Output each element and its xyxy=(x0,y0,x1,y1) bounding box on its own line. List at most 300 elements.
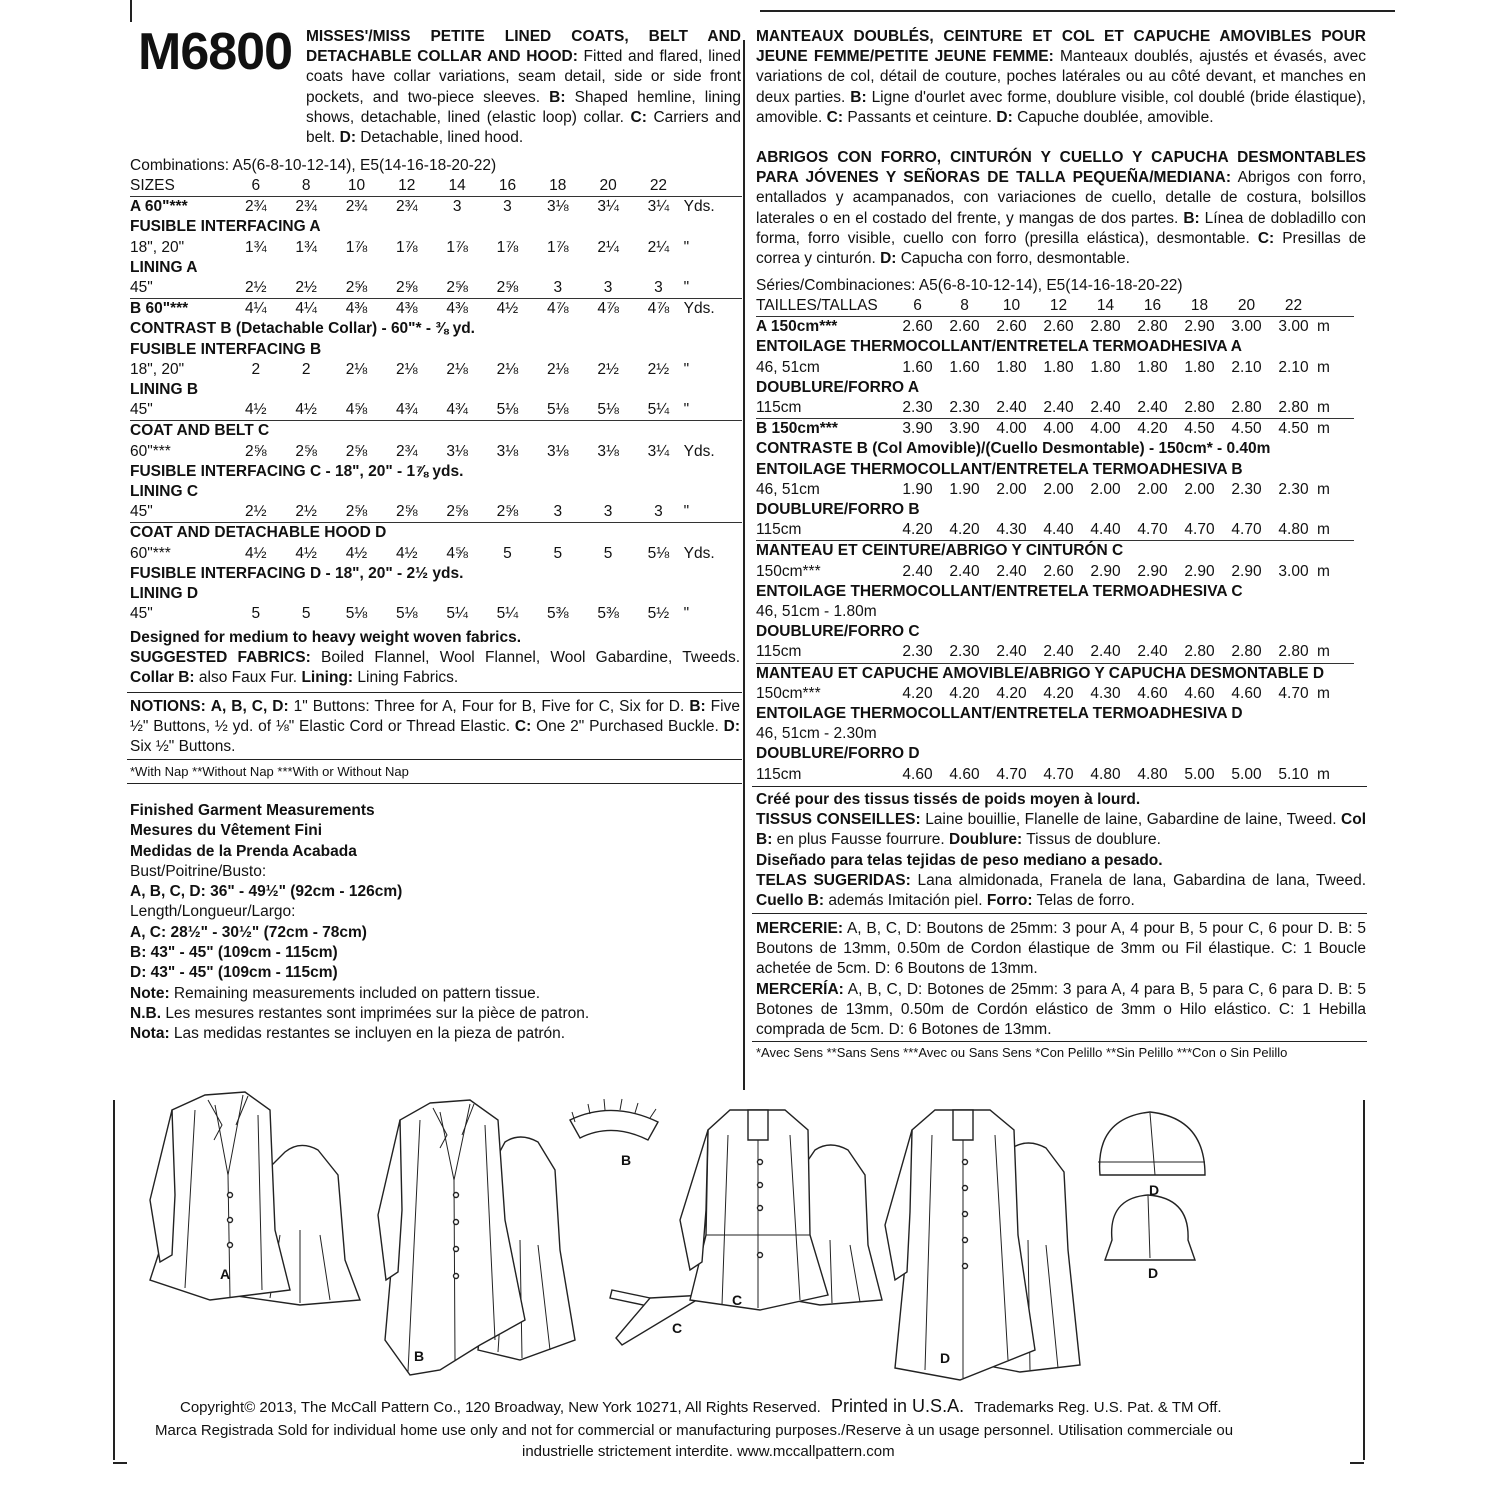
collar-b-label: Collar B: xyxy=(130,669,195,687)
yardage-data-row xyxy=(756,520,1354,541)
yardage-heading: ENTOILAGE THERMOCOLLANT/ENTRETELA TERMOADHESIVA D xyxy=(756,705,1243,723)
yardage-value: 5 xyxy=(251,605,261,623)
label-view-c: C xyxy=(732,1292,743,1308)
fabric-width-label: A 60"*** xyxy=(130,198,188,216)
yardage-heading-row xyxy=(756,439,1354,459)
lining-fabric: Lining Fabrics. xyxy=(357,669,459,687)
description-en-title: MISSES'/MISS PETITE LINED COATS, BELT AND DETACHABLE COLLAR AND HOOD: xyxy=(306,28,741,66)
fabrics-fr-es xyxy=(756,790,1366,911)
yardage-heading-row xyxy=(756,744,1354,764)
yardage-data-row xyxy=(756,684,1354,704)
size-header: 16 xyxy=(498,177,517,194)
yardage-heading: LINING D xyxy=(130,585,199,603)
yardage-value: 2.60 xyxy=(996,318,1027,336)
yardage-value: 2½ xyxy=(295,503,317,521)
merceria-abcd: A, B, C, D: Botones de 25mm: 3 para A, 4 para B, 5 para C, 6 para D. xyxy=(847,980,1334,998)
yardage-value: 4.70 xyxy=(1184,521,1215,539)
yardage-value: 3⅛ xyxy=(547,198,569,216)
merceria-b: B: 5 Botones de 13mm, 0.50m de Cordón elástico de 3mm o Hilo elástico. xyxy=(756,980,1366,1018)
yardage-data-row xyxy=(756,358,1354,378)
label-view-d-hood-back: D xyxy=(1148,1265,1159,1281)
yardage-value: 2⅛ xyxy=(496,360,519,378)
yardage-value: 2 xyxy=(301,360,311,378)
combinations-en xyxy=(130,156,496,176)
description-en-body: Fitted and flared, lined coats have collar variations, seam detail, side or side front pockets, and two-piece sleeves. xyxy=(306,48,741,106)
yardage-value: 2.90 xyxy=(1137,562,1168,580)
yardage-value: 1¾ xyxy=(245,238,267,256)
yardage-unit: Yds. xyxy=(683,442,715,460)
bust-value: A, B, C, D: 36" - 49½" (92cm - 126cm) xyxy=(130,883,403,901)
yardage-value: 2.00 xyxy=(996,480,1027,498)
yardage-value: 3.00 xyxy=(1278,562,1309,580)
view-d-text: Detachable, lined hood. xyxy=(360,129,524,147)
yardage-value: 5⅜ xyxy=(547,605,569,623)
yardage-value: 2⅝ xyxy=(345,442,368,460)
yardage-value: 2¾ xyxy=(295,198,317,216)
yardage-value: 2 xyxy=(251,360,261,378)
yardage-value: 2½ xyxy=(295,279,317,297)
yardage-value: 2.00 xyxy=(1137,480,1168,498)
yardage-unit: " xyxy=(683,503,690,521)
top-rule xyxy=(760,10,1395,12)
yardage-value: 4.20 xyxy=(1043,684,1074,702)
yardage-value: 2.40 xyxy=(1137,399,1168,417)
length-ac: A, C: 28½" - 30½" (72cm - 78cm) xyxy=(130,923,367,941)
fabric-width-label: B 150cm*** xyxy=(756,420,838,438)
yardage-value: 3.00 xyxy=(1278,318,1309,336)
size-header: 20 xyxy=(599,177,617,194)
fabric-width-label: 18", 20" xyxy=(130,238,185,256)
yardage-value: 1⅞ xyxy=(547,238,569,256)
notions-d-label: D: xyxy=(723,718,741,736)
description-es xyxy=(756,148,1366,269)
yardage-unit: Yds. xyxy=(683,198,715,216)
yardage-heading: COAT AND DETACHABLE HOOD D xyxy=(130,524,387,542)
yardage-value: 4.20 xyxy=(1137,420,1168,438)
yardage-value: 2⅛ xyxy=(396,360,418,378)
description-fr xyxy=(756,27,1366,128)
yardage-value: 4.80 xyxy=(1278,521,1309,539)
yardage-heading: FUSIBLE INTERFACING C - 18", 20" - 1⅞ yds. xyxy=(130,462,464,480)
yardage-value: 2⅝ xyxy=(496,279,519,297)
es-lining: Telas de forro. xyxy=(1036,892,1135,910)
yardage-data-row xyxy=(756,642,1354,663)
footer-line1 xyxy=(180,1396,1222,1418)
merceria-cd: C: 1 Hebilla comprada de 5cm. D: 6 Botones de 13mm. xyxy=(756,1000,1367,1039)
yardage-heading: CONTRASTE B (Col Amovible)/(Cuello Desmontable) - 150cm* - 0.40m xyxy=(756,440,1271,458)
yardage-value: 2¾ xyxy=(345,198,368,216)
es-suggested: Lana almidonada, Franela de lana, Gabardina de lana, Tweed. xyxy=(917,871,1366,889)
nap-note-en: *With Nap **Without Nap ***With or Without Nap xyxy=(130,764,409,779)
description-fr-body: Manteaux doublés, ajustés et évasés, avec variations de col, détail de couture, poches latérales ou au côté devant, et manches en deux parties. xyxy=(756,48,1366,106)
size-header: 8 xyxy=(301,177,311,194)
fr-fabrics-divider-top xyxy=(752,786,1367,787)
yardage-value: 4.70 xyxy=(1231,521,1262,539)
fr-nap-divider xyxy=(752,1041,1367,1042)
yardage-value: 4.70 xyxy=(1043,765,1074,783)
view-c-label-fr: C: xyxy=(826,108,844,126)
yardage-value: 4.40 xyxy=(1043,521,1074,539)
yardage-heading: COAT AND BELT C xyxy=(130,422,270,440)
view-b-text-fr: Ligne d'ourlet avec forme, doublure visible, col doublé (bride élastique), amovible. xyxy=(756,88,1366,126)
measurements-title-fr: Mesures du Vêtement Fini xyxy=(130,822,323,840)
length-b: B: 43" - 45" (109cm - 115cm) xyxy=(130,944,338,962)
yardage-value: 1.60 xyxy=(902,358,933,376)
fr-lining-label: Doublure: xyxy=(949,831,1023,849)
yardage-unit: m xyxy=(1317,684,1330,702)
nb-label: N.B. xyxy=(130,1004,161,1022)
yardage-value: 5¼ xyxy=(496,605,519,623)
view-d-label: D: xyxy=(339,129,356,147)
size-header: 10 xyxy=(347,177,366,194)
fabrics-divider xyxy=(127,692,742,693)
fabrics-en xyxy=(130,628,740,689)
fabric-width-label: 60"*** xyxy=(130,544,171,562)
yardage-value: 4⅞ xyxy=(647,300,670,318)
yardage-value: 2.40 xyxy=(1043,399,1074,417)
yardage-value: 2⅝ xyxy=(245,442,267,460)
es-lining-label: Forro: xyxy=(986,892,1033,910)
yardage-value: 2.40 xyxy=(1137,643,1168,661)
yardage-heading: LINING B xyxy=(130,381,199,399)
yardage-value: 2.80 xyxy=(1278,399,1309,417)
description-es-body: Abrigos con forro, entallados y acampanados, con variaciones de cuello, detalle de costura, bolsillos laterales o en el costado del frente, y mangas de dos partes. xyxy=(756,169,1366,227)
notions-b: Five ½" Buttons, ½ yd. of ⅛" Elastic Cord or Thread Elastic. xyxy=(130,698,740,736)
notions-c-label: C: xyxy=(514,718,532,736)
size-header: 6 xyxy=(913,297,922,314)
description-fr-title: MANTEAUX DOUBLÉS, CEINTURE ET COL ET CAPUCHE AMOVIBLES POUR JEUNE FEMME/PETITE JEUNE FEMME: xyxy=(756,28,1366,66)
yardage-value: 2⅝ xyxy=(396,503,418,521)
fabric-width-label: 45" xyxy=(130,401,153,419)
yardage-value: 1⅞ xyxy=(396,238,418,256)
fabric-width-label: 46, 51cm xyxy=(756,480,820,498)
view-c-label: C: xyxy=(630,108,647,126)
yardage-value: 2.90 xyxy=(1231,562,1262,580)
view-c-text-fr: Passants et ceinture. xyxy=(847,108,993,126)
yardage-unit: Yds. xyxy=(683,300,715,318)
notions-fr-es xyxy=(756,919,1366,1040)
fabric-weight-note: Designed for medium to heavy weight woven fabrics. xyxy=(130,629,522,646)
fabric-width-label: 115cm xyxy=(756,643,802,661)
yardage-value: 1⅞ xyxy=(446,238,468,256)
yardage-value: 2½ xyxy=(647,360,670,378)
yardage-value: 3¼ xyxy=(597,198,619,216)
yardage-value: 4.00 xyxy=(996,420,1027,438)
notions-d: Six ½" Buttons. xyxy=(130,738,236,756)
yardage-value: 4.50 xyxy=(1184,420,1215,438)
yardage-value: 4.40 xyxy=(1090,521,1121,539)
yardage-value: 2⅝ xyxy=(295,442,317,460)
yardage-unit: " xyxy=(683,605,690,623)
yardage-value: 2¼ xyxy=(647,238,670,256)
yardage-value: 1.80 xyxy=(996,358,1027,376)
notions-en xyxy=(130,697,740,758)
yardage-value: 1.80 xyxy=(1137,358,1168,376)
view-b-collar-drawing xyxy=(570,1099,658,1140)
yardage-value: 5⅛ xyxy=(396,605,418,623)
yardage-value: 1.90 xyxy=(949,480,980,498)
yardage-value: 1.80 xyxy=(1090,358,1121,376)
yardage-heading-row xyxy=(756,622,1354,642)
yardage-value: 4⅝ xyxy=(446,544,468,562)
combinations-value: A5(6-8-10-12-14), E5(14-16-18-20-22) xyxy=(232,157,497,174)
yardage-heading-row xyxy=(756,582,1354,602)
measurements xyxy=(130,801,589,1045)
yardage-value: 2.40 xyxy=(996,643,1027,661)
yardage-data-row xyxy=(756,562,1354,582)
sizes-header-row xyxy=(130,176,742,197)
yardage-data-row xyxy=(130,238,742,258)
fr-collar-label: Col B: xyxy=(756,811,1367,849)
yardage-value: 2.40 xyxy=(996,399,1027,417)
yardage-value: 5½ xyxy=(647,605,670,623)
yardage-value: 4⅞ xyxy=(597,300,619,318)
yardage-value: 2.00 xyxy=(1043,480,1074,498)
yardage-unit: m xyxy=(1317,358,1330,376)
yardage-value: 2⅝ xyxy=(496,503,519,521)
view-c-text: Carriers and belt. xyxy=(306,108,741,147)
yardage-value: 3 xyxy=(654,279,663,297)
yardage-value: 2½ xyxy=(245,503,267,521)
view-c-text-es: Presillas de correa y cinturón. xyxy=(756,229,1366,268)
yardage-value: 4.80 xyxy=(1090,765,1121,783)
yardage-value: 2.30 xyxy=(949,399,980,417)
yardage-value: 2¾ xyxy=(396,442,418,460)
fabric-width-label: B 60"*** xyxy=(130,300,189,318)
yardage-data-row xyxy=(756,765,1354,785)
footer-line2: Marca Registrada Sold for individual home use only and not for commercial or manufacturing purposes./Reserve à un usage personnel. Utilisation commerciale ou xyxy=(155,1422,1234,1439)
yardage-heading-row xyxy=(756,724,1354,744)
yardage-value: 4.60 xyxy=(1231,684,1262,702)
yardage-value: 4.00 xyxy=(1043,420,1074,438)
fabric-width-label: 150cm*** xyxy=(756,562,821,580)
yardage-value: 4½ xyxy=(496,300,519,318)
label-view-a: A xyxy=(220,1266,231,1282)
yardage-heading: LINING A xyxy=(130,258,198,276)
yardage-data-row xyxy=(756,398,1354,419)
yardage-heading-row xyxy=(130,217,742,237)
top-left-tick xyxy=(130,0,132,22)
yardage-value: 2.80 xyxy=(1278,643,1309,661)
yardage-value: 5⅛ xyxy=(597,401,619,419)
view-d-hood-drawing xyxy=(1098,1112,1205,1175)
description-en xyxy=(306,27,741,148)
notions-label: NOTIONS: xyxy=(130,698,206,715)
yardage-unit: m xyxy=(1317,420,1330,438)
sizes-label: TAILLES/TALLAS xyxy=(756,297,878,314)
yardage-value: 3¼ xyxy=(647,198,670,216)
bottom-frame-left xyxy=(113,1462,127,1464)
yardage-unit: m xyxy=(1317,765,1330,783)
yardage-heading: ENTOILAGE THERMOCOLLANT/ENTRETELA TERMOADHESIVA A xyxy=(756,338,1242,356)
yardage-value: 5 xyxy=(503,544,512,562)
yardage-value: 2⅛ xyxy=(446,360,468,378)
yardage-value: 4⅞ xyxy=(547,300,569,318)
size-header: 20 xyxy=(1237,297,1256,314)
size-header: 16 xyxy=(1143,297,1162,314)
combinations-value-fr: A5(6-8-10-12-14), E5(14-16-18-20-22) xyxy=(918,277,1183,294)
view-b-text-es: Línea de dobladillo con forma, forro visible, cuello con forro (presilla elástica), desmontable. xyxy=(756,209,1367,247)
yardage-value: 5¼ xyxy=(647,401,670,419)
yardage-heading: CONTRAST B (Detachable Collar) - 60"* - ⅜ yd. xyxy=(130,320,475,338)
yardage-value: 5 xyxy=(301,605,311,623)
yardage-value: 1¾ xyxy=(295,238,317,256)
yardage-value: 4⅜ xyxy=(396,300,418,318)
yardage-value: 2.40 xyxy=(1090,643,1121,661)
yardage-unit: m xyxy=(1317,521,1330,539)
yardage-heading-row xyxy=(130,564,742,584)
label-view-b: B xyxy=(414,1348,425,1364)
yardage-data-row xyxy=(130,278,742,299)
yardage-heading-row xyxy=(130,258,742,278)
yardage-heading-row xyxy=(756,602,1354,622)
yardage-value: 3 xyxy=(452,198,462,216)
yardage-value: 2¼ xyxy=(597,238,619,256)
size-header: 14 xyxy=(448,177,466,194)
yardage-value: 2.90 xyxy=(1184,562,1215,580)
yardage-value: 3 xyxy=(553,503,563,521)
yardage-value: 2.60 xyxy=(949,318,980,336)
sizes-label: SIZES xyxy=(130,177,175,194)
size-header: 12 xyxy=(1049,297,1068,314)
yardage-value: 2.80 xyxy=(1090,318,1121,336)
yardage-value: 2.30 xyxy=(949,643,980,661)
yardage-value: 4.20 xyxy=(902,684,933,702)
size-header: 18 xyxy=(1190,297,1209,314)
yardage-heading: DOUBLURE/FORRO D xyxy=(756,745,920,763)
nap-divider xyxy=(127,783,742,784)
yardage-value: 2⅝ xyxy=(345,279,368,297)
yardage-value: 5 xyxy=(553,544,563,562)
pattern-code: M6800 xyxy=(138,23,292,81)
yardage-value: 4¾ xyxy=(396,401,418,419)
yardage-value: 4½ xyxy=(396,544,418,562)
yardage-value: 4½ xyxy=(245,544,267,562)
yardage-value: 1.60 xyxy=(949,358,980,376)
es-fabric-weight: Diseñado para telas tejidas de peso mediano a pesado. xyxy=(756,851,1163,869)
yardage-value: 2⅝ xyxy=(446,279,468,297)
fabric-width-label: 45" xyxy=(130,503,153,521)
view-b-label-fr: B: xyxy=(850,88,867,106)
mercerie-abcd: A, B, C, D: Boutons de 25mm: 3 pour A, 4 pour B, 5 pour C, 6 pour D. xyxy=(846,920,1334,937)
yardage-heading: FUSIBLE INTERFACING D - 18", 20" - 2½ yds. xyxy=(130,564,464,582)
yardage-value: 2.40 xyxy=(996,562,1027,580)
yardage-unit: " xyxy=(683,279,690,297)
yardage-value: 1.90 xyxy=(902,480,933,498)
label-view-d-hood: D xyxy=(1149,1182,1160,1198)
yardage-value: 2⅝ xyxy=(446,503,468,521)
size-header: 18 xyxy=(549,177,567,194)
view-d-front-drawing xyxy=(885,1110,1035,1380)
yardage-unit: " xyxy=(683,360,690,378)
yardage-value: 4½ xyxy=(245,401,267,419)
suggested-fabrics: Boiled Flannel, Wool Flannel, Wool Gabardine, Tweeds. xyxy=(321,649,741,667)
yardage-heading-row xyxy=(130,319,742,339)
yardage-value: 2⅛ xyxy=(345,360,368,378)
view-c-front-drawing xyxy=(680,1110,828,1310)
size-header: 14 xyxy=(1096,297,1115,314)
yardage-value: 2.90 xyxy=(1090,562,1121,580)
yardage-data-row xyxy=(756,480,1354,500)
yardage-value: 4¼ xyxy=(245,300,267,318)
yardage-heading-row xyxy=(756,704,1354,724)
yardage-value: 2.10 xyxy=(1231,358,1262,376)
yardage-value: 5⅜ xyxy=(597,605,619,623)
yardage-value: 4.20 xyxy=(949,521,980,539)
yardage-value: 2.80 xyxy=(1231,643,1262,661)
yardage-value: 3.00 xyxy=(1231,318,1262,336)
yardage-value: 5⅛ xyxy=(345,605,368,623)
label-view-b-collar: B xyxy=(621,1152,632,1168)
collar-b-fabric: also Faux Fur. xyxy=(198,669,298,687)
suggested-fabrics-label: SUGGESTED FABRICS: xyxy=(130,649,311,667)
printed-in: Printed in U.S.A. xyxy=(831,1396,965,1416)
yardage-heading: FUSIBLE INTERFACING A xyxy=(130,218,321,236)
view-b-label-es: B: xyxy=(1183,209,1200,227)
yardage-heading: DOUBLURE/FORRO B xyxy=(756,501,920,519)
nota-text: Las medidas restantes se incluyen en la pieza de patrón. xyxy=(173,1025,566,1043)
combinations-label: Combinations: xyxy=(130,157,230,174)
yardage-heading: 46, 51cm - 1.80m xyxy=(756,603,877,621)
yardage-value: 2.80 xyxy=(1231,399,1262,417)
yardage-heading: ENTOILAGE THERMOCOLLANT/ENTRETELA TERMOADHESIVA C xyxy=(756,582,1243,600)
yardage-value: 3⅛ xyxy=(547,442,569,460)
nap-note-fr-es: *Avec Sens **Sans Sens ***Avec ou Sans Sens *Con Pelillo **Sin Pelillo ***Con o Sin Pelillo xyxy=(756,1045,1288,1060)
yardage-value: 4.70 xyxy=(996,765,1027,783)
yardage-unit: m xyxy=(1317,399,1330,417)
yardage-value: 3¼ xyxy=(647,442,670,460)
yardage-value: 4.80 xyxy=(1137,765,1168,783)
yardage-value: 2.40 xyxy=(949,562,980,580)
yardage-heading-row xyxy=(130,462,742,482)
yardage-value: 4.20 xyxy=(949,684,980,702)
fabric-width-label: 115cm xyxy=(756,765,802,783)
yardage-value: 1⅞ xyxy=(345,238,368,256)
size-header: 10 xyxy=(1002,297,1021,314)
size-header: 6 xyxy=(251,177,261,194)
garment-illustrations xyxy=(0,1080,1500,1390)
fr-notions-divider xyxy=(752,913,1367,914)
fabric-width-label: 18", 20" xyxy=(130,360,185,378)
yardage-value: 2.00 xyxy=(1184,480,1215,498)
merceria-label: MERCERÍA: xyxy=(756,980,844,998)
yardage-value: 5.00 xyxy=(1184,765,1215,783)
view-d-hood-back-drawing xyxy=(1105,1195,1195,1260)
yardage-value: 2.30 xyxy=(902,643,933,661)
yardage-data-row xyxy=(130,502,742,523)
label-view-d: D xyxy=(940,1350,951,1366)
yardage-value: 1.80 xyxy=(1184,358,1215,376)
yardage-value: 2⅝ xyxy=(345,503,368,521)
measurements-title-en: Finished Garment Measurements xyxy=(130,802,375,819)
view-d-text-es: Capucha con forro, desmontable. xyxy=(900,250,1130,268)
size-header: 22 xyxy=(649,177,668,194)
yardage-heading: DOUBLURE/FORRO A xyxy=(756,378,920,396)
notions-b-label: B: xyxy=(689,698,706,715)
mercerie-b: B: 5 Boutons de 13mm, 0.50m de Cordon élastique de 3mm ou Fil élastique. xyxy=(756,920,1367,958)
yardage-value: 4.00 xyxy=(1090,420,1121,438)
yardage-data-row xyxy=(130,442,742,462)
yardage-value: 2.30 xyxy=(902,399,933,417)
yardage-value: 4⅜ xyxy=(345,300,368,318)
yardage-unit: m xyxy=(1317,562,1330,580)
yardage-heading-row xyxy=(756,663,1354,684)
yardage-heading-row xyxy=(130,482,742,502)
yardage-value: 2.60 xyxy=(1043,562,1074,580)
yardage-value: 5.00 xyxy=(1231,765,1262,783)
yardage-value: 5 xyxy=(603,544,613,562)
description-es-title: ABRIGOS CON FORRO, CINTURÓN Y CUELLO Y CAPUCHA DESMONTABLES PARA JÓVENES Y SEÑORAS DE TALLA PEQUEÑA/MEDIANA: xyxy=(756,149,1366,187)
